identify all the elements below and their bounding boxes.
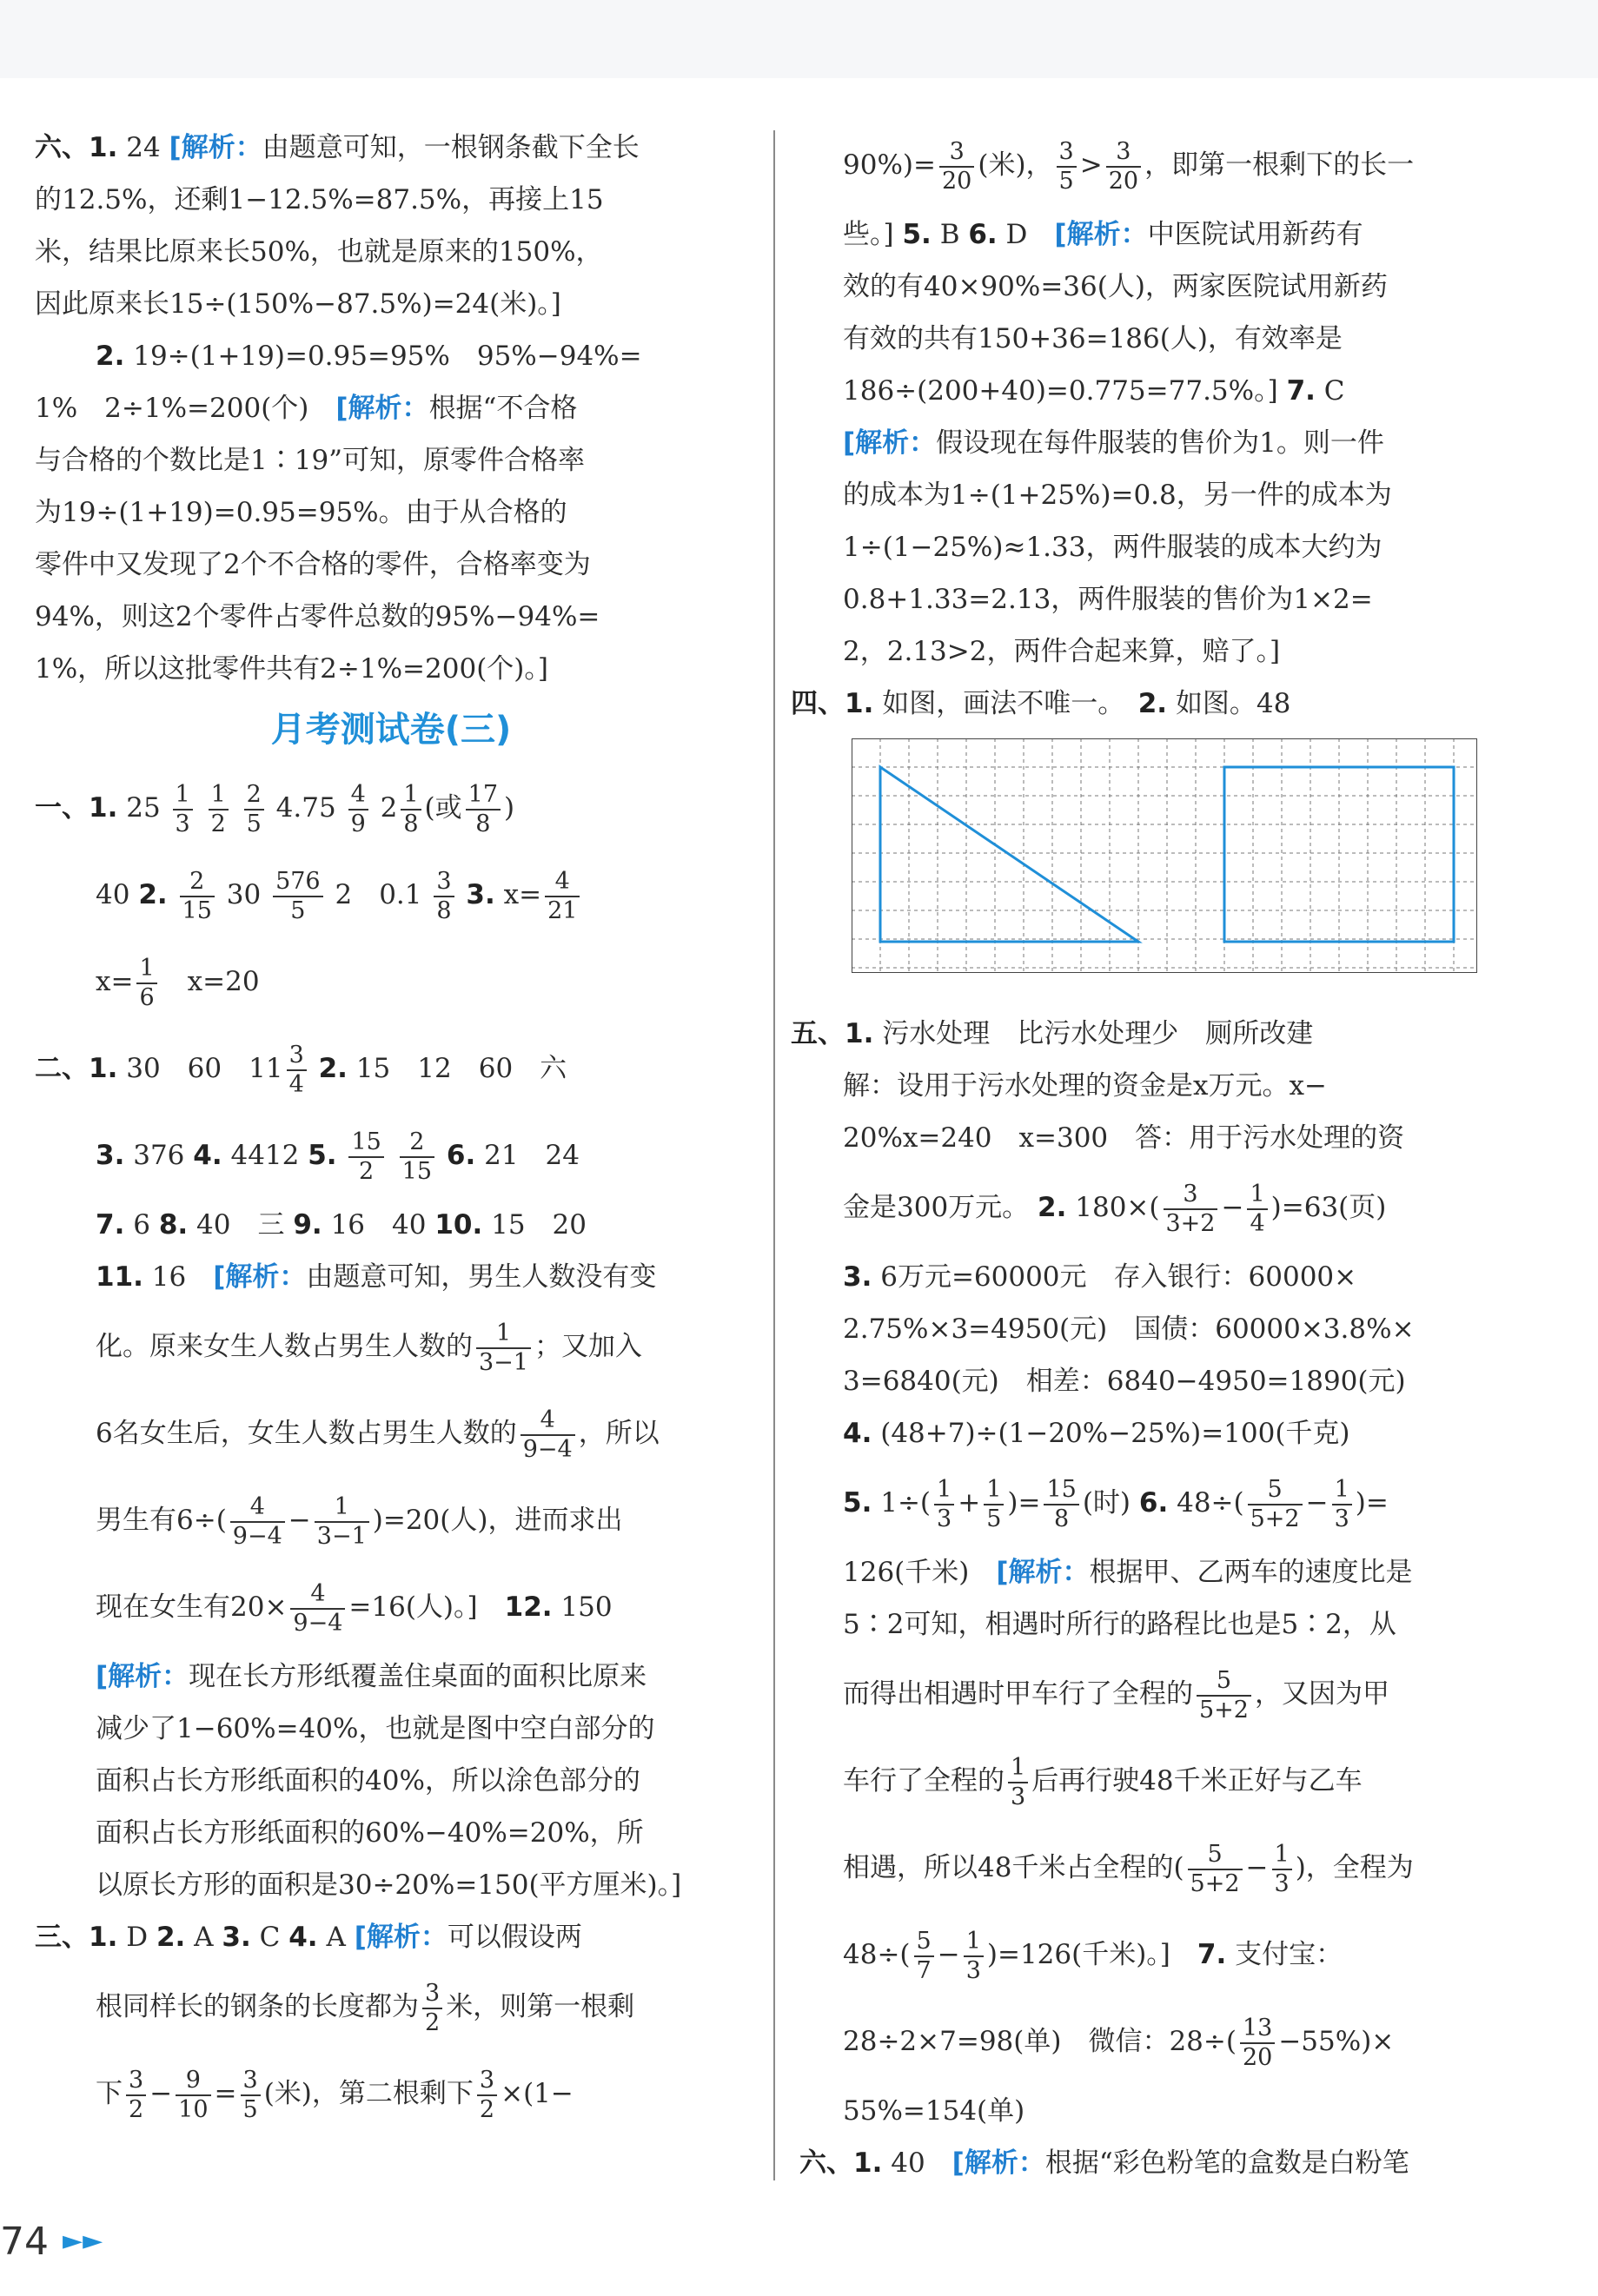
answer-line: 2，2.13>2，两件合起来算，赔了。] — [843, 636, 1281, 667]
answer-line: 解：设用于污水处理的资金是x万元。x− — [843, 1070, 1327, 1102]
fraction: $\frac{1}{3-1}$ — [315, 1493, 369, 1549]
section-title: 月考测试卷(三) — [270, 710, 512, 750]
page-number: 74 — [0, 2220, 49, 2264]
answer-line: 48÷( $\frac{5}{7}$ − $\frac{1}{3}$ )=126(千米)。] 7. 支付宝： — [843, 1928, 1343, 1984]
answer-line: 2.75%×3=4950(元) 国债：60000×3.8%× — [843, 1313, 1415, 1345]
grid-figure — [852, 738, 1477, 973]
answer-line: 四、1. 如图，画法不唯一。 2. 如图。48 — [791, 688, 1291, 719]
answer-line: 1% 2÷1%=200(个) [解析：根据“不合格 — [35, 393, 578, 424]
answer-line: 零件中又发现了2个不合格的零件，合格率变为 — [35, 549, 591, 580]
fraction: $\frac{1}{2}$ — [209, 781, 229, 837]
answer-line: 些。] 5. B 6. D [解析：中医院试用新药有 — [843, 219, 1363, 250]
answer-line: 4. (48+7)÷(1−20%−25%)=100(千克) — [843, 1418, 1350, 1449]
answer-line: [解析：假设现在每件服装的售价为1。则一件 — [843, 427, 1384, 459]
fraction: $\frac{1}{3-1}$ — [476, 1320, 531, 1375]
answer-line: 7. 6 8. 40 三 9. 16 40 10. 15 20 — [96, 1209, 587, 1241]
fraction: $\frac{4}{9-4}$ — [521, 1406, 575, 1462]
fraction: $\frac{3}{2}$ — [126, 2067, 146, 2122]
answer-line: 5∶2可知，相遇时所行的路程比也是5∶2，从 — [843, 1609, 1396, 1640]
answer-line: 2. 19÷(1+19)=0.95=95% 95%−94%= — [96, 341, 642, 372]
answer-line: 以原长方形的面积是30÷20%=150(平方厘米)。] — [96, 1869, 682, 1901]
answer-line: 六、1. 40 [解析：根据“彩色粉笔的盒数是白粉笔 — [799, 2147, 1409, 2179]
arrow-icon: ►► — [63, 2226, 103, 2256]
answer-line: 的成本为1÷(1+25%)=0.8，另一件的成本为 — [843, 480, 1392, 511]
fraction: $\frac{1}{3}$ — [964, 1928, 984, 1983]
fraction: $\frac{3}{5}$ — [1057, 138, 1077, 194]
answer-line: 六、1. 24 [解析：由题意可知，一根钢条截下全长 — [35, 132, 640, 163]
answer-line: 效的有40×90%=36(人)，两家医院试用新药 — [843, 271, 1388, 302]
fraction: $\frac{576}{5}$ — [273, 868, 323, 923]
fraction: $\frac{5}{5+2}$ — [1188, 1841, 1243, 1896]
fraction: $\frac{2}{15}$ — [180, 868, 215, 923]
column-divider — [773, 130, 775, 2180]
fraction: $\frac{15}{8}$ — [1044, 1476, 1078, 1532]
fraction: $\frac{4}{9}$ — [348, 781, 368, 837]
answer-line: 米，结果比原来长50%，也就是原来的150%， — [35, 236, 603, 268]
fraction: $\frac{1}{3}$ — [173, 781, 193, 837]
answer-line: 二、1. 30 60 11 $\frac{3}{4}$ 2. 15 12 60 六 — [35, 1042, 567, 1098]
fraction: $\frac{1}{3}$ — [1332, 1476, 1352, 1532]
fraction: $\frac{2}{5}$ — [244, 781, 264, 837]
answer-line: 28÷2×7=98(单) 微信：28÷( $\frac{13}{20}$ −55%)× — [843, 2015, 1395, 2071]
header-band — [0, 0, 1598, 78]
answer-line: 90%)= $\frac{3}{20}$ (米)， $\frac{3}{5}$ > $\frac{3}{20}$ ，即第一根剩下的长一 — [843, 138, 1415, 195]
answer-line: 55%=154(单) — [843, 2095, 1025, 2127]
answer-line: 下 $\frac{3}{2}$ − $\frac{9}{10}$ = $\frac{3}{5}$ (米)，第二根剩下 $\frac{3}{2}$ ×(1− — [96, 2067, 574, 2123]
right-column — [791, 122, 1503, 2189]
fraction: $\frac{17}{8}$ — [466, 781, 501, 837]
answer-line: 6名女生后，女生人数占男生人数的 $\frac{4}{9-4}$ ，所以 — [96, 1406, 660, 1463]
fraction: $\frac{4}{21}$ — [545, 868, 580, 923]
fraction: $\frac{3}{3+2}$ — [1164, 1181, 1218, 1236]
left-column — [35, 122, 747, 2137]
answer-line: 40 2. $\frac{2}{15}$ 30 $\frac{576}{5}$ 2 0.1 $\frac{3}{8}$ 3. x= $\frac{4}{21}$ — [35, 851, 747, 938]
fraction: $\frac{1}{8}$ — [401, 781, 421, 837]
answer-line: 为19÷(1+19)=0.95=95%。由于从合格的 — [35, 497, 567, 528]
answer-line: 94%，则这2个零件占零件总数的95%−94%= — [35, 601, 600, 632]
fraction: $\frac{2}{15}$ — [400, 1128, 434, 1184]
answer-line: 减少了1−60%=40%，也就是图中空白部分的 — [96, 1713, 655, 1744]
answer-line: 一、1. 25 $\frac{1}{3}$ $\frac{1}{2}$ $\frac{2}{5}$ 4.75 $\frac{4}{9}$ 2 $\frac{1}{8}$ (或 $\frac{17}{8}$ ) — [35, 781, 515, 837]
fraction: $\frac{3}{2}$ — [422, 1980, 442, 2035]
answer-line: 三、1. D 2. A 3. C 4. A [解析：可以假设两 — [35, 1922, 582, 1953]
answer-line: 相遇，所以48千米占全程的( $\frac{5}{5+2}$ − $\frac{1}{3}$ )，全程为 — [843, 1841, 1414, 1897]
answer-line: 1%，所以这批零件共有2÷1%=200(个)。] — [35, 653, 548, 685]
answer-line: 5. 1÷( $\frac{1}{3}$ + $\frac{1}{5}$ )= $\frac{15}{8}$ (时) 6. 48÷( $\frac{5}{5+2}$ − $\frac{1}{3}$ )= — [843, 1476, 1389, 1532]
fraction: $\frac{5}{5+2}$ — [1197, 1667, 1251, 1723]
fraction: $\frac{3}{20}$ — [1106, 138, 1141, 194]
answer-line: 3. 6万元=60000元 存入银行：60000× — [843, 1261, 1357, 1293]
answer-line: 五、1. 污水处理 比污水处理少 厕所改建 — [791, 1018, 1314, 1049]
answer-line: 3=6840(元) 相差：6840−4950=1890(元) — [843, 1366, 1406, 1397]
answer-line: 11. 16 [解析：由题意可知，男生人数没有变 — [96, 1261, 657, 1293]
answer-line: 面积占长方形纸面积的40%，所以涂色部分的 — [96, 1765, 640, 1796]
fraction: $\frac{3}{8}$ — [434, 868, 454, 923]
answer-line: 0.8+1.33=2.13，两件服装的售价为1×2= — [843, 584, 1373, 615]
answer-line: 20%x=240 x=300 答：用于污水处理的资 — [843, 1122, 1405, 1154]
answer-line: 126(千米) [解析：根据甲、乙两车的速度比是 — [843, 1557, 1413, 1588]
fraction: $\frac{15}{2}$ — [348, 1128, 383, 1184]
answer-line: 因此原来长15÷(150%−87.5%)=24(米)。] — [35, 288, 561, 320]
answer-line: 车行了全程的 $\frac{1}{3}$ 后再行驶48千米正好与乙车 — [843, 1754, 1363, 1810]
fraction: $\frac{1}{6}$ — [136, 955, 156, 1010]
fraction: $\frac{3}{20}$ — [939, 138, 974, 194]
answer-line: 现在女生有20× $\frac{4}{9-4}$ =16(人)。] 12. 150 — [96, 1580, 613, 1637]
answer-line: 男生有6÷( $\frac{4}{9-4}$ − $\frac{1}{3-1}$ )=20(人)，进而求出 — [96, 1493, 623, 1550]
fraction: $\frac{9}{10}$ — [176, 2067, 210, 2122]
fraction: $\frac{1}{3}$ — [934, 1476, 954, 1532]
answer-line: 而得出相遇时甲车行了全程的 $\frac{5}{5+2}$ ，又因为甲 — [843, 1667, 1389, 1724]
fraction: $\frac{1}{3}$ — [1008, 1754, 1028, 1810]
fraction: $\frac{13}{20}$ — [1240, 2015, 1275, 2070]
fraction: $\frac{3}{2}$ — [477, 2067, 497, 2122]
answer-line: 根同样长的钢条的长度都为 $\frac{3}{2}$ 米，则第一根剩 — [96, 1980, 635, 2036]
fraction: $\frac{1}{5}$ — [984, 1476, 1004, 1532]
answer-line: x= $\frac{1}{6}$ x=20 — [96, 955, 260, 1011]
answer-line: 面积占长方形纸面积的60%−40%=20%，所 — [96, 1817, 644, 1849]
answer-line: 的12.5%，还剩1−12.5%=87.5%，再接上15 — [35, 184, 604, 215]
answer-line: 1÷(1−25%)≈1.33，两件服装的成本大约为 — [843, 532, 1383, 563]
answer-line: 金是300万元。 2. 180×( $\frac{3}{3+2}$ − $\frac{1}{4}$ )=63(页) — [843, 1181, 1387, 1237]
fraction: $\frac{4}{9-4}$ — [290, 1580, 345, 1636]
fraction: $\frac{3}{4}$ — [287, 1042, 307, 1097]
answer-line: 有效的共有150+36=186(人)，有效率是 — [843, 323, 1343, 354]
answer-line: 186÷(200+40)=0.775=77.5%。] 7. C — [843, 375, 1345, 407]
fraction: $\frac{3}{5}$ — [241, 2067, 261, 2122]
answer-line: 与合格的个数比是1∶19”可知，原零件合格率 — [35, 445, 586, 476]
answer-line: 3. 376 4. 4412 5. $\frac{15}{2}$ $\frac{2}{15}$ 6. 21 24 — [96, 1128, 580, 1185]
answer-line: 化。原来女生人数占男生人数的 $\frac{1}{3-1}$ ；又加入 — [96, 1320, 642, 1376]
fraction: $\frac{5}{7}$ — [914, 1928, 934, 1983]
fraction: $\frac{1}{4}$ — [1247, 1181, 1267, 1236]
answer-line: [解析：现在长方形纸覆盖住桌面的面积比原来 — [96, 1661, 647, 1692]
fraction: $\frac{4}{9-4}$ — [230, 1493, 285, 1549]
fraction: $\frac{5}{5+2}$ — [1248, 1476, 1303, 1532]
fraction: $\frac{1}{3}$ — [1272, 1841, 1292, 1896]
